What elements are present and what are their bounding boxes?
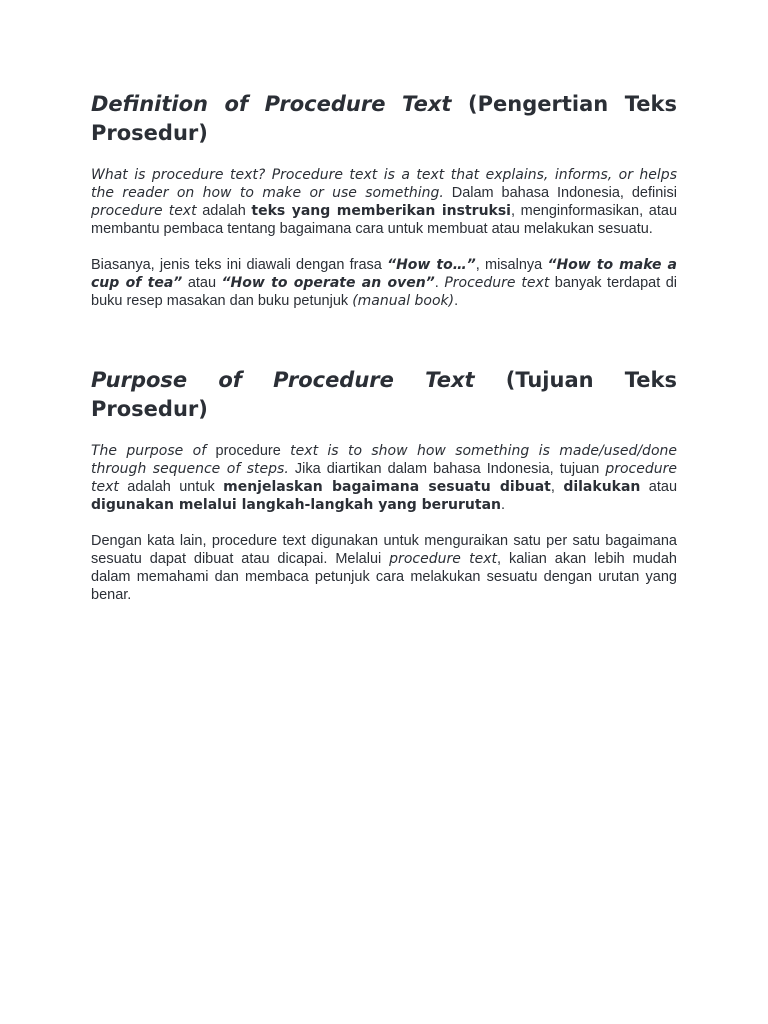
text-run: adalah [196,203,252,219]
text-run: . [454,293,459,309]
section-heading-purpose [91,366,677,424]
text-run: . [501,497,506,513]
paragraph-summary [91,532,677,604]
text-run: , menginformasikan, atau membantu pembaca tentang bagaimana cara untuk membuat atau melakukan sesuatu. [91,203,678,237]
text-run: procedure [215,443,281,459]
definition-english-sentence: What is procedure text? Procedure text is a text that explains, informs, or helps the reader on how to make or use something. [91,167,677,201]
document-page [91,90,677,604]
emphasis-bold: menjelaskan bagaimana sesuatu dibuat [223,479,551,495]
paragraph-definition [91,166,677,238]
text-run: Dengan kata lain, procedure text digunakan untuk menguraikan satu per satu bagaimana sesuatu dapat dibuat atau dicapai. Melalui [91,533,677,567]
text-run: Dalam bahasa Indonesia, definisi [443,185,677,201]
example-tea: “How to make a cup of tea” [91,257,678,291]
term-procedure-text: procedure text [91,203,197,219]
purpose-english-sentence: text is to show how something is made/used/done through sequence of steps. [91,443,677,477]
text-run: adalah untuk [118,479,224,495]
section-heading-definition [91,90,677,148]
term-procedure-text: procedure text [91,461,677,495]
text-run: , [550,479,564,495]
text-run: Biasanya, jenis teks ini diawali dengan frasa [91,257,388,273]
example-oven: “How to operate an oven” [221,275,435,291]
heading-english: Definition of Procedure Text [91,92,452,116]
text-run: , misalnya [475,257,548,273]
term-procedure-text: procedure text [389,551,498,567]
heading-indonesian: (Pengertian Teks Prosedur) [91,92,677,145]
heading-english: Purpose of Procedure Text [91,368,475,392]
term-procedure-text: Procedure text [444,275,550,291]
text-run: atau [182,275,222,291]
paragraph-examples [91,256,677,310]
text-run: banyak terdapat di buku resep masakan dan buku petunjuk [91,275,678,309]
heading-indonesian: (Tujuan Teks Prosedur) [91,368,678,421]
paragraph-purpose [91,442,677,514]
text-run: atau [640,479,678,495]
emphasis-bold: digunakan melalui langkah-langkah yang berurutan [91,497,501,513]
text-run: , kalian akan lebih mudah dalam memahami dan membaca petunjuk cara melakukan sesuatu dengan urutan yang benar. [91,551,677,603]
emphasis-bold: teks yang memberikan instruksi [251,203,511,219]
text-run: . [434,275,445,291]
text-run: Jika diartikan dalam bahasa Indonesia, tujuan [288,461,606,477]
term-manual-book: (manual book) [352,293,455,309]
purpose-english-sentence: The purpose of [91,443,216,459]
phrase-how-to: “How to…” [387,257,476,273]
emphasis-bold: dilakukan [563,479,641,495]
